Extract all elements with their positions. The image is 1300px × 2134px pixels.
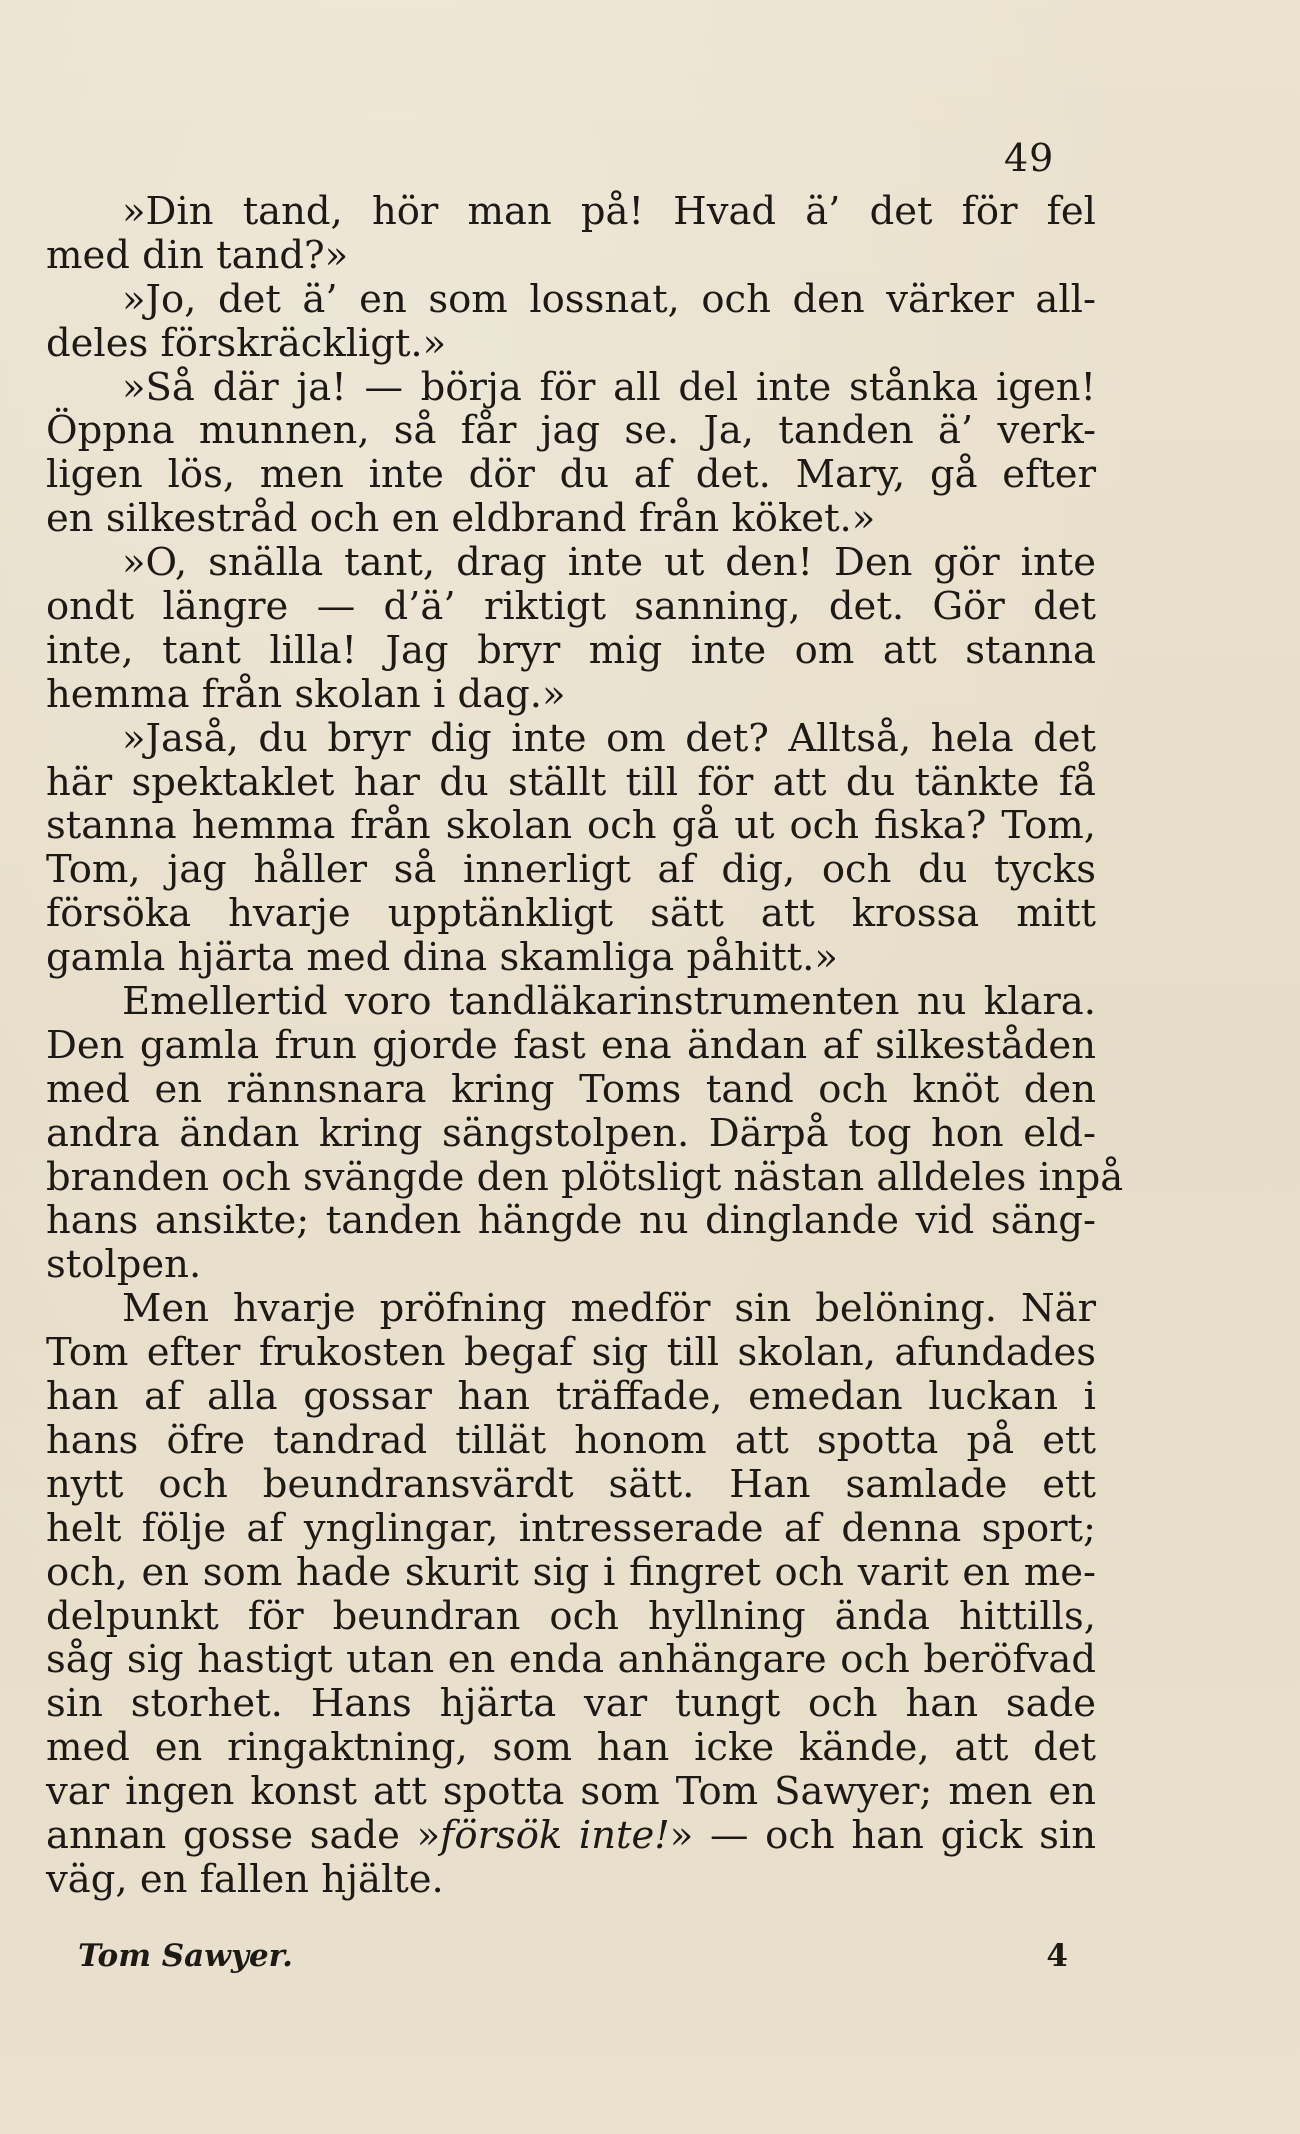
text-line: med en ringaktning, som han icke kände, att det <box>46 1725 1096 1771</box>
signature-mark: 4 <box>1046 1938 1068 1974</box>
text-line: deles förskräckligt.» <box>46 320 447 366</box>
text-line: delpunkt för beundran och hyllning ända hittills, <box>46 1593 1096 1639</box>
text-line: »Så där ja! — börja för all del inte stånka igen! <box>122 364 1096 410</box>
page-number: 49 <box>1004 136 1055 180</box>
text-line: hans öfre tandrad tillät honom att spotta på ett <box>46 1417 1096 1463</box>
text-line: och, en som hade skurit sig i fingret och varit en me- <box>46 1549 1096 1595</box>
text-line: försöka hvarje upptänkligt sätt att krossa mitt <box>46 891 1096 937</box>
text-line: stolpen. <box>46 1242 202 1288</box>
text-line: stanna hemma från skolan och gå ut och fiska? Tom, <box>46 803 1096 849</box>
text-line: sin storhet. Hans hjärta var tungt och han sade <box>46 1681 1096 1727</box>
text-line: »Din tand, hör man på! Hvad ä’ det för fel <box>122 189 1096 234</box>
text-line: med din tand?» <box>46 232 349 278</box>
body-text <box>46 189 1124 1902</box>
text-line: Men hvarje pröfning medför sin belöning. När <box>122 1286 1096 1332</box>
text-line: branden och svängde den plötsligt nästan alldeles inpå <box>46 1154 1124 1200</box>
text-line: han af alla gossar han träffade, emedan luckan i <box>46 1374 1096 1420</box>
text-line: här spektaklet har du ställt till för att du tänkte få <box>46 759 1096 805</box>
text-line: väg, en fallen hjälte. <box>46 1856 444 1902</box>
page-footer <box>78 1934 1068 1978</box>
text-line: inte, tant lilla! Jag bryr mig inte om att stanna <box>46 627 1096 673</box>
text-line: Tom efter frukosten begaf sig till skolan, afundades <box>46 1330 1096 1376</box>
text-line: gamla hjärta med dina skamliga påhitt.» <box>46 935 838 981</box>
text-line: Den gamla frun gjorde fast ena ändan af silkeståden <box>46 1022 1096 1068</box>
text-line: hemma från skolan i dag.» <box>46 671 566 717</box>
text-line: Emellertid voro tandläkarinstrumenten nu klara. <box>122 979 1096 1025</box>
text-line: ligen lös, men inte dör du af det. Mary, gå efter <box>46 452 1096 498</box>
italic-phrase: försök inte! <box>440 1812 670 1858</box>
text-line: andra ändan kring sängstolpen. Därpå tog hon eld- <box>46 1110 1096 1156</box>
text-line: nytt och beundransvärdt sätt. Han samlade ett <box>46 1461 1096 1507</box>
text-line: hans ansikte; tanden hängde nu dinglande vid säng- <box>46 1198 1096 1244</box>
text-line: Öppna munnen, så får jag se. Ja, tanden ä’ verk- <box>46 408 1096 454</box>
text-line: såg sig hastigt utan en enda anhängare och beröfvad <box>46 1637 1096 1683</box>
text-line: ondt längre — d’ä’ riktigt sanning, det. Gör det <box>46 584 1096 630</box>
text-line: »Jaså, du bryr dig inte om det? Alltså, hela det <box>122 715 1096 761</box>
running-footer-title: Tom Sawyer. <box>78 1938 293 1974</box>
text-line: en silkestråd och en eldbrand från köket.» <box>46 496 876 542</box>
text-line: »Jo, det ä’ en som lossnat, och den värker all- <box>122 276 1096 322</box>
text-line: Tom, jag håller så innerligt af dig, och du tycks <box>46 847 1096 893</box>
text-line: »O, snälla tant, drag inte ut den! Den gör inte <box>122 540 1096 586</box>
text-line: helt följe af ynglingar, intresserade af denna sport; <box>46 1505 1096 1551</box>
text-line: var ingen konst att spotta som Tom Sawyer; men en <box>46 1769 1096 1815</box>
text-line: med en rännsnara kring Toms tand och knöt den <box>46 1066 1096 1112</box>
text-line: annan gosse sade »försök inte!» — och han gick sin <box>46 1812 1096 1858</box>
